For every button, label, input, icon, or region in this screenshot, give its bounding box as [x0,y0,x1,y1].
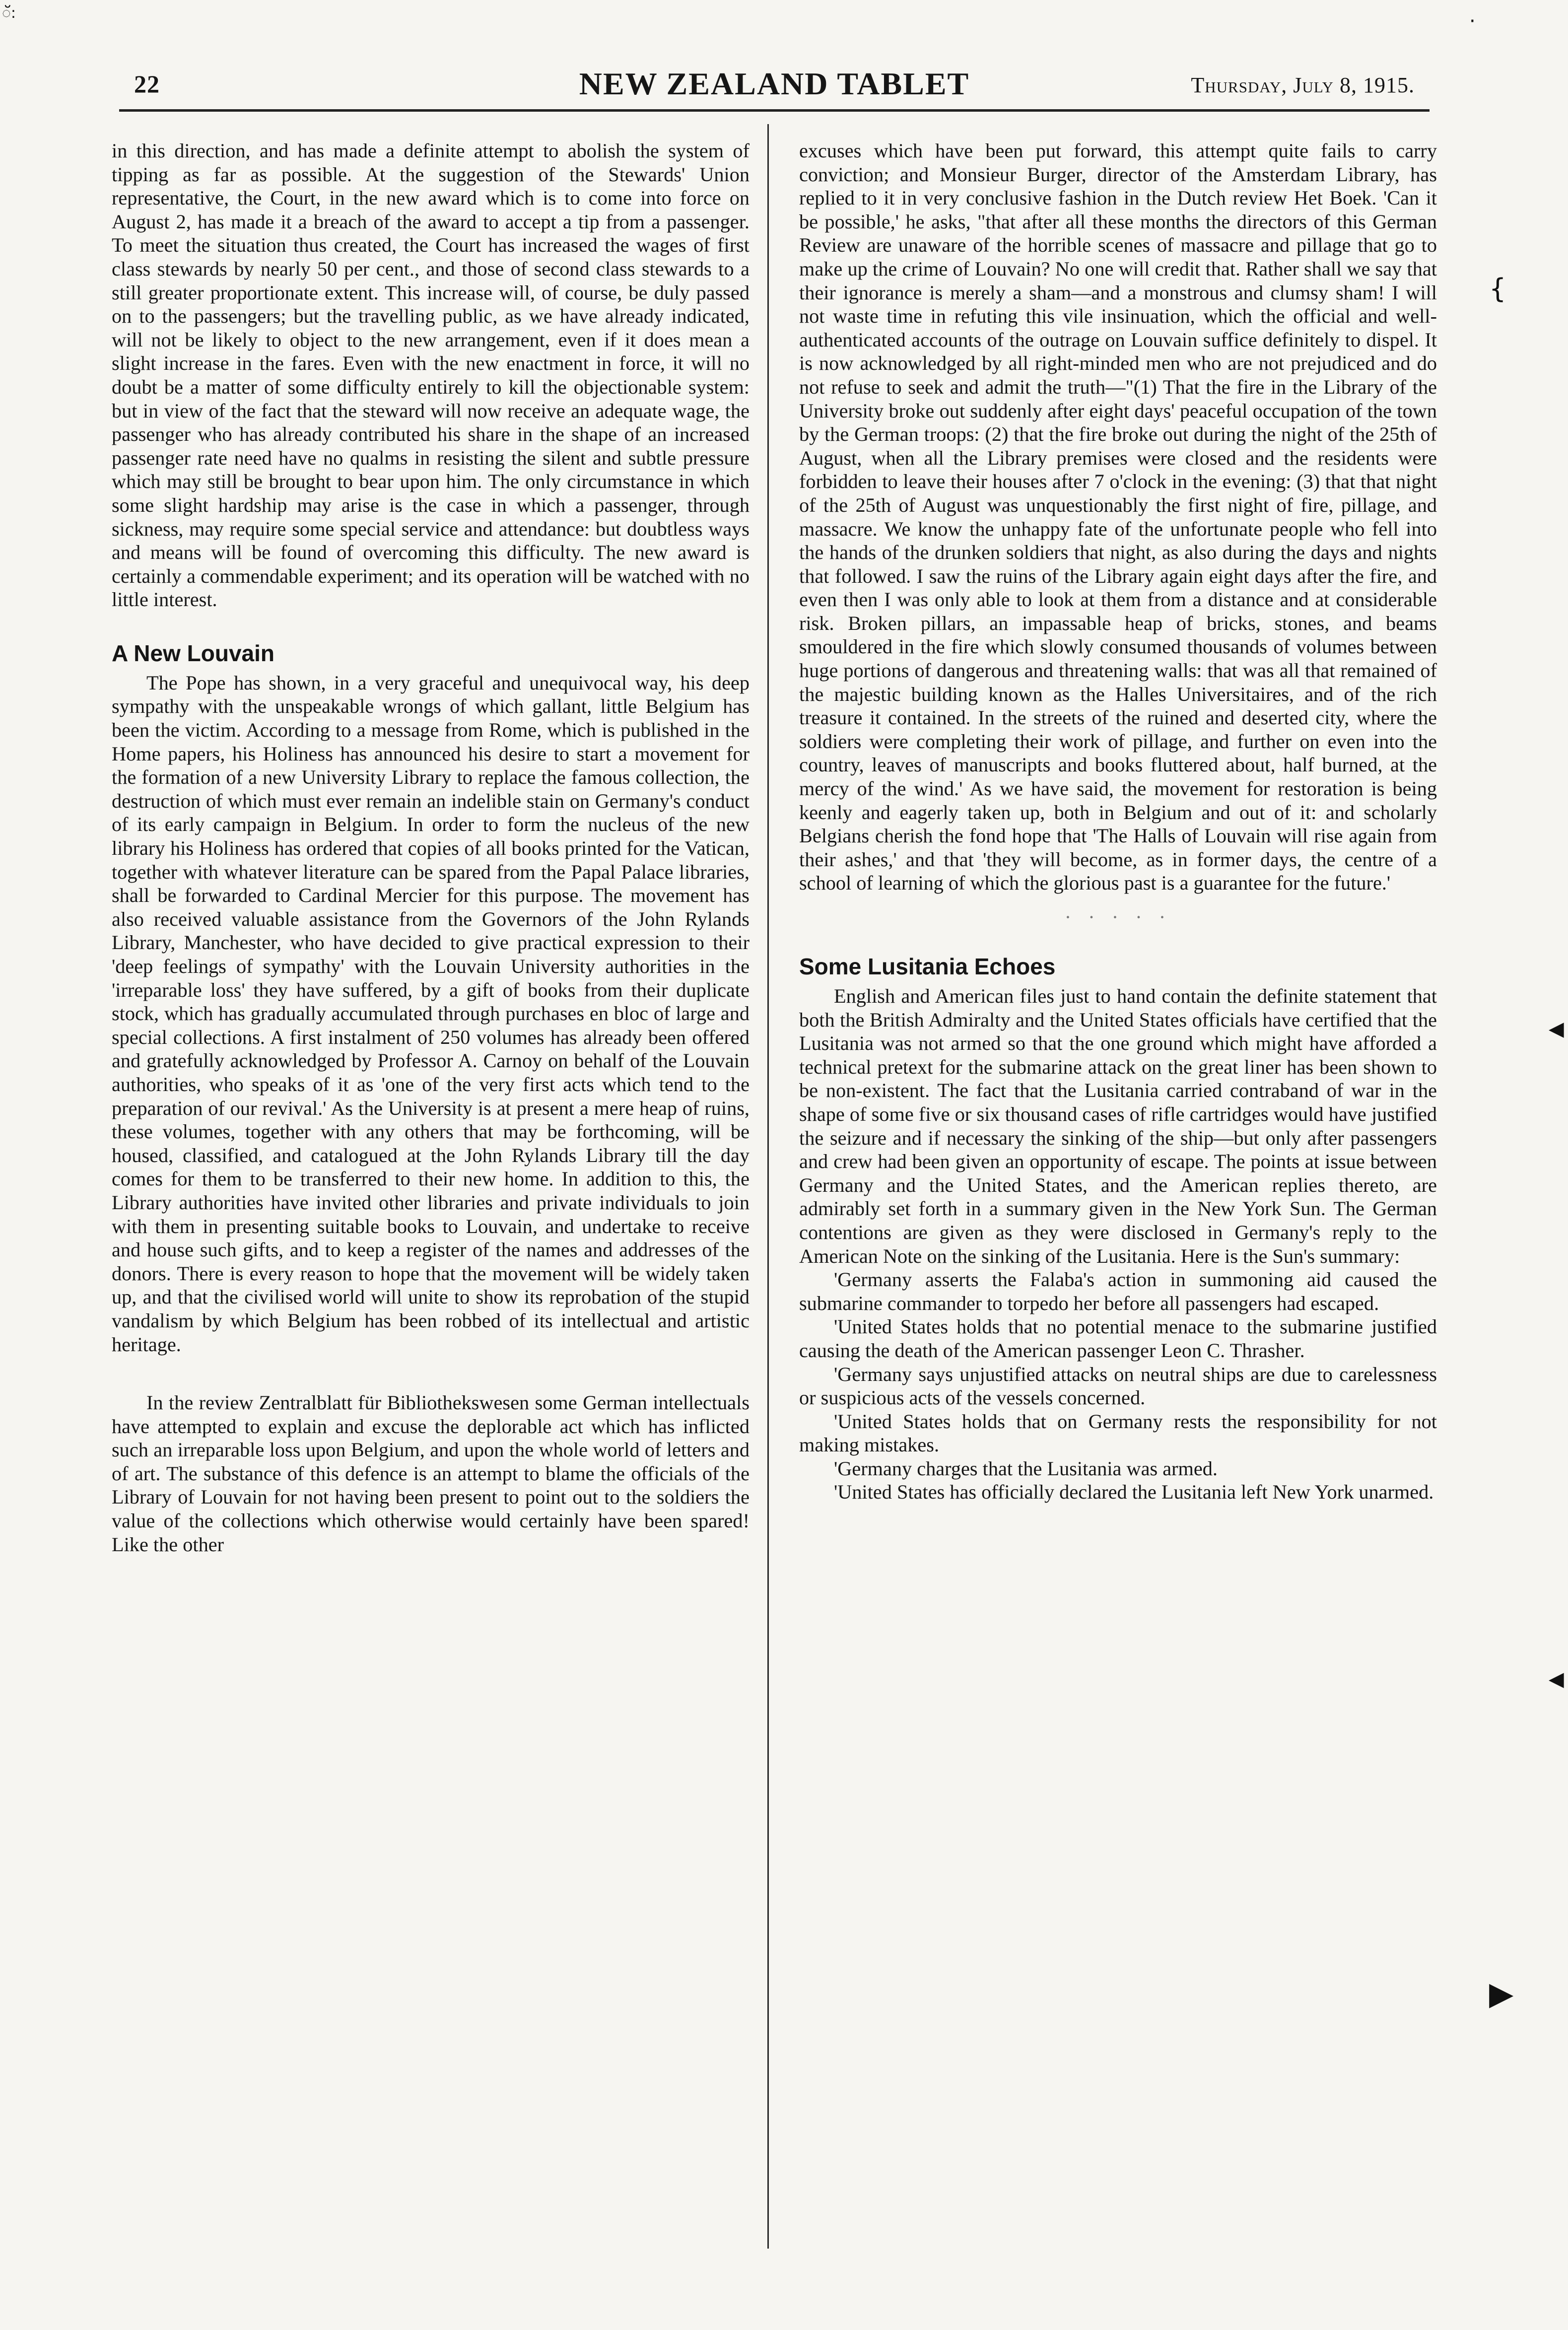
margin-mark-tab: ◀ [1549,1668,1564,1691]
summary-item: 'Germany charges that the Lusitania was armed. [834,1457,1218,1480]
margin-mark-tab: ◀ [1549,1018,1564,1040]
summary-item: 'United States holds that on Germany rests the responsibility for not making mistakes. [799,1410,1437,1456]
left-column [112,139,750,2239]
zentralblatt-paragraph: In the review Zentralblatt für Bibliothekswesen some German intellectuals have attempted to explain and excuse the deplorable act which has inflicted such an irreparable loss upon Belgium, and upon the whole world of letters and of art. The substance of this defence is an attempt to blame the officials of the Library of Louvain for not having been present to point out to the soldiers the value of the collections which otherwise would certainly have been spared! Like the other [112,1391,750,1556]
section-ornament: · · · · · [1064,906,1172,928]
issue-date: Thursday, July 8, 1915. [1191,73,1415,97]
margin-mark-bracket: { [1489,273,1506,304]
louvain-paragraph: The Pope has shown, in a very graceful and unequivocal way, his deep sympathy with the unspeakable wrongs of which gallant, little Belgium has been the victim. According to a message from Rome, which is published in the Home papers, his Holiness has announced his desire to start a movement for the formation of a new University Library to replace the famous collection, the destruction of which must ever remain an indelible stain on Germany's conduct of its early campaign in Belgium. In order to form the nucleus of the new library his Holiness has ordered that copies of all books printed for the Vatican, together with whatever literature can be spared from the Papal Palace libraries, shall be forwarded to Cardinal Mercier for this purpose. The movement has also received valuable assistance from the Governors of the John Rylands Library, Manchester, who have decided to give practical expression to their 'deep feelings of sympathy' with the Louvain University authorities in the 'irreparable loss' they have suffered, by a gift of books from their duplicate stock, which has gradually accumulated through purchases en bloc of large and special collections. A first instalment of 250 volumes has already been offered and gratefully acknowledged by Professor A. Carnoy on behalf of the Louvain authorities, who speaks of it as 'one of the very first acts which tend to the preparation of our revival.' As the University is at present a mere heap of ruins, these volumes, together with any others that may be forthcoming, will be housed, classified, and catalogued at the John Rylands Library till the day comes for them to be transferred to their new home. In addition to this, the Library authorities have invited other libraries and private individuals to join with them in presenting suitable books to Louvain, and undertake to receive and house such gifts, and to keep a register of the names and addresses of the donors. There is every reason to hope that the movement will be widely taken up, and that the civilised world will unite to show its reprobation of the stupid vandalism by which Belgium has been robbed of its intellectual and artistic heritage. [112,671,750,1356]
column-divider [767,124,769,2249]
right-column [799,139,1437,2239]
margin-mark-top-right: · [1469,10,1476,33]
heading-lusitania-echoes: Some Lusitania Echoes [799,954,1056,979]
margin-mark-pointer: ▶ [1489,1976,1514,2012]
summary-item: 'United States has officially declared the Lusitania left New York unarmed. [834,1481,1434,1504]
page-header [119,66,1430,112]
summary-item: 'Germany says unjustified attacks on neutral ships are due to carelessness or suspicious acts of the vessels concerned. [799,1363,1437,1409]
tipping-paragraph: in this direction, and has made a definite attempt to abolish the system of tipping as far as possible. At the suggestion of the Stewards' Union representative, the Court, in the new award which is to come into force on August 2, has made it a breach of the award to accept a tip from a passenger. To meet the situation thus created, the Court has increased the wages of first class stewards by nearly 50 per cent., and those of second class stewards to a still greater proportionate extent. This increase will, of course, be duly passed on to the passengers; but the travelling public, as we have already indicated, will not be likely to object to the new arrangement, even if it does mean a slight increase in the fares. Even with the new enactment in force, it will no doubt be a matter of some difficulty entirely to kill the objectionable system: but in view of the fact that the steward will now receive an adequate wage, the passenger who has already contributed his share in the shape of an increased passenger rate need have no qualms in resisting the silent and subtle pressure which may still be brought to bear upon him. The only circumstance in which some slight hardship may arise is the case in which a passenger, through sickness, may require some special service and attendance: but doubtless ways and means will be found of overcoming this difficulty. The new award is certainly a commendable experiment; and its operation will be watched with no little interest. [112,139,750,611]
summary-item: 'United States holds that no potential menace to the submarine justified causing the death of the American passenger Leon C. Thrasher. [799,1315,1437,1362]
newspaper-title: NEW ZEALAND TABLET [579,66,970,101]
lusitania-paragraph: English and American files just to hand contain the definite statement that both the British Admiralty and the United States officials have certified that the Lusitania was not armed so that the one ground which might have afforded a technical pretext for the submarine attack on the great liner has been shown to be non-existent. The fact that the Lusitania carried contraband of war in the shape of some five or six thousand cases of rifle cartridges would have justified the seizure and if necessary the sinking of the ship—but only after passengers and crew had been given an opportunity of escape. The points at issue between Germany and the United States, and the American replies thereto, are admirably set forth in a summary given in the New York Sun. The German contentions are given as they were disclosed in Germany's reply to the American Note on the sinking of the Lusitania. Here is the Sun's summary: [799,985,1437,1267]
heading-new-louvain: A New Louvain [112,640,274,666]
burger-reply-paragraph: excuses which have been put forward, this attempt quite fails to carry conviction; and Monsieur Burger, director of the Amsterdam Library, has replied to it in very conclusive fashion in the Dutch review Het Boek. 'Can it be possible,' he asks, "that after all these months the directors of this German Review are unaware of the horrible scenes of massacre and pillage that go to make up the crime of Louvain? No one will credit that. Rather shall we say that their ignorance is merely a sham—and a monstrous and clumsy sham! I will not waste time in refuting this vile insinuation, which the official and well-authenticated accounts of the outrage on Louvain suffice definitely to dispel. It is now acknowledged by all right-minded men who are not prejudiced and do not refuse to seek and admit the truth—"(1) That the fire in the Library of the University broke out suddenly after eight days' peaceful occupation of the town by the German troops: (2) that the fire broke out during the night of the 25th of August, when all the Library premises were closed and the residents were forbidden to leave their houses after 7 o'clock in the evening: (3) that that night of the 25th of August was unquestionably the first night of fire, pillage, and massacre. We know the unhappy fate of the unfortunate people who fell into the hands of the drunken soldiers that night, as also during the days and nights that followed. I saw the ruins of the Library again eight days after the fire, and even then I was only able to look at them from a distance and at considerable risk. Broken pillars, an impassable heap of bricks, stones, and beams smouldered in the fire which slowly consumed thousands of volumes between huge portions of dangerous and threatening walls: that was all that remained of the majestic building known as the Halles Universitaires, and of the rich treasure it contained. In the streets of the ruined and deserted city, where the soldiers were completing their work of pillage, and further on even into the country, leaves of manuscripts and books fluttered about, half burned, at the mercy of the wind.' As we have said, the movement for restoration is being keenly and eagerly taken up, both in Belgium and out of it: and scholarly Belgians cherish the fond hope that 'The Halls of Louvain will rise again from their ashes,' and that 'they will become, as in former days, the centre of a school of learning of which the glorious past is a guarantee for the future.' [799,139,1437,894]
summary-item: 'Germany asserts the Falaba's action in summoning aid caused the submarine commander to torpedo her before all passengers had escaped. [799,1268,1437,1314]
page-number: 22 [134,70,160,98]
paragraph-gap [112,1356,750,1391]
margin-mark-top-left: ॅ: [2,4,16,22]
